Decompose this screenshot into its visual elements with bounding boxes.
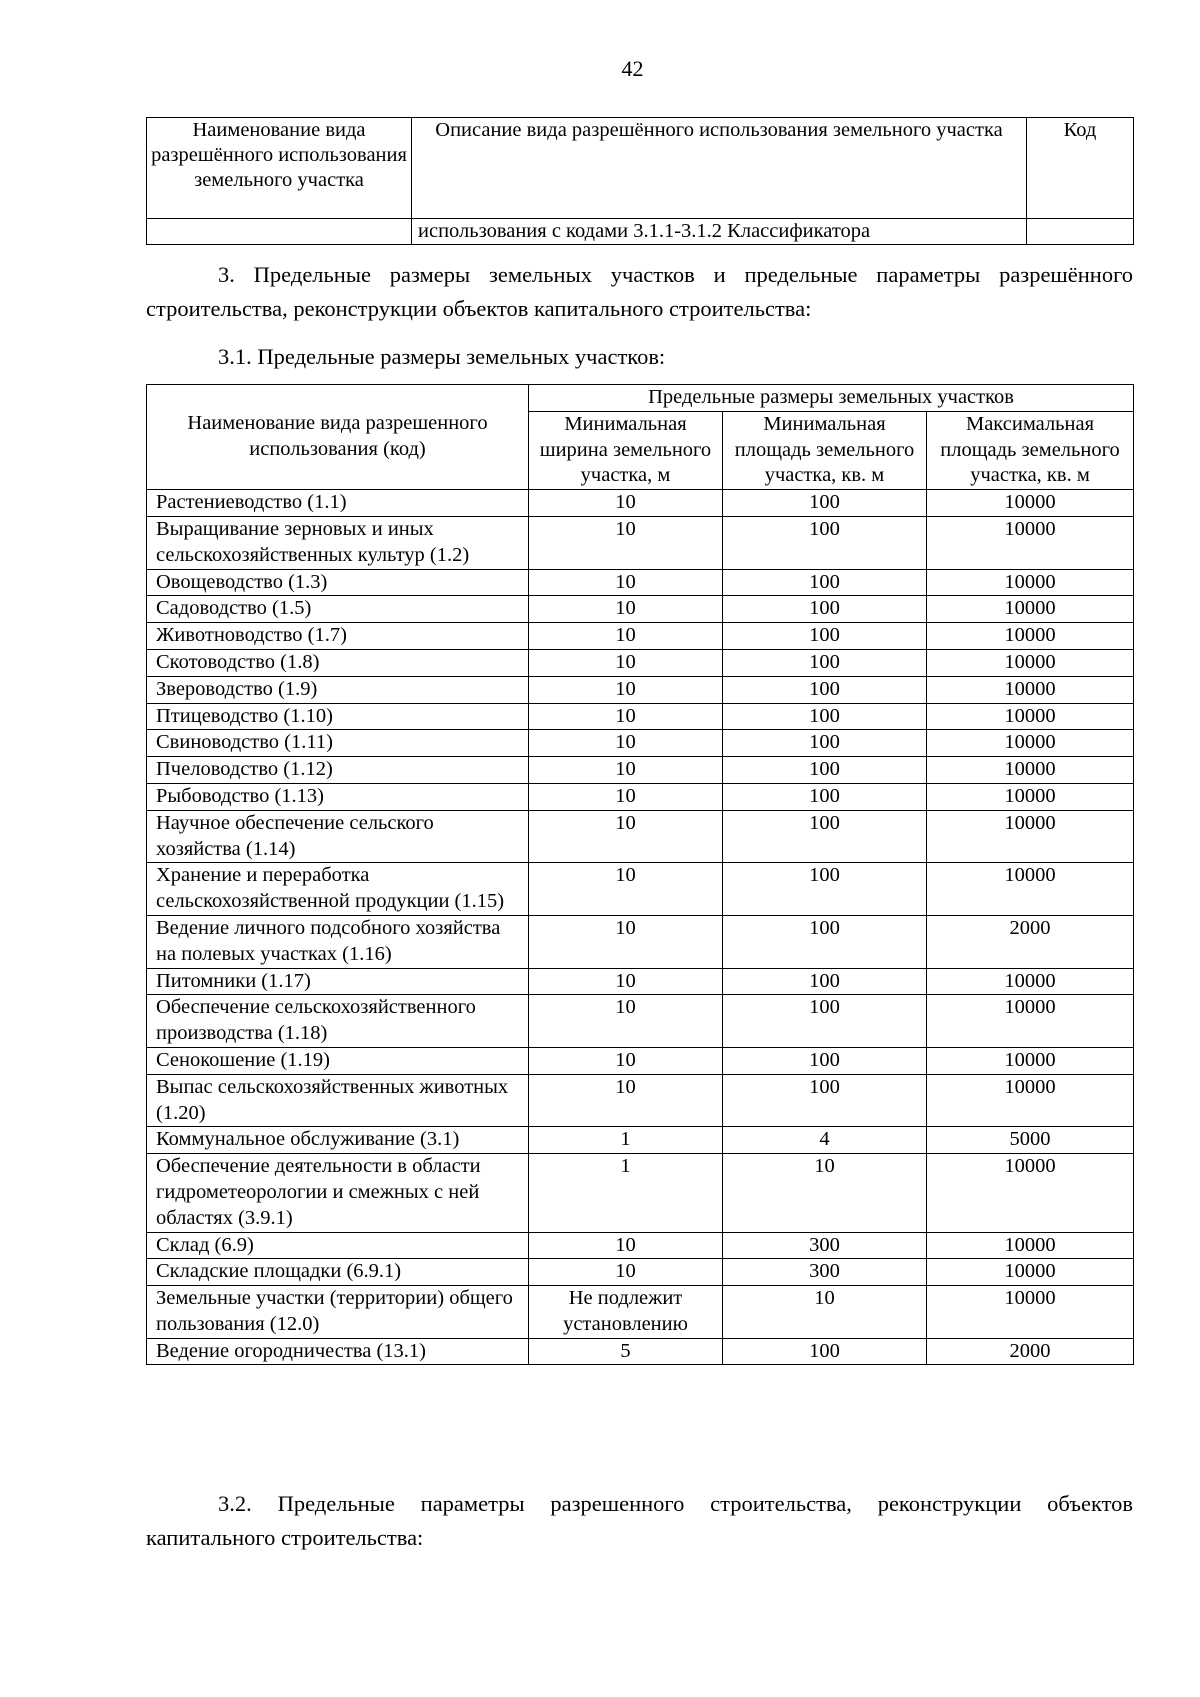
table-row [147, 968, 1134, 995]
cell-min-width: 10 [529, 810, 723, 863]
cell-use-type: Склад (6.9) [147, 1232, 529, 1259]
section-3-1-heading: 3.1. Предельные размеры земельных участков: [218, 344, 666, 369]
cell-max-area: 10000 [927, 1047, 1134, 1074]
section-3-2-paragraph: 3.2. Предельные параметры разрешенного строительства, реконструкции объектов капитального строительства: [146, 1491, 1133, 1550]
cell-max-area: 10000 [927, 649, 1134, 676]
table-row [147, 596, 1134, 623]
cell-use-type: Сенокошение (1.19) [147, 1047, 529, 1074]
header-size-limits: Предельные размеры земельных участков [529, 385, 1134, 412]
cell-min-area: 300 [723, 1259, 927, 1286]
cell-use-type: Садоводство (1.5) [147, 596, 529, 623]
cell-min-width: 10 [529, 783, 723, 810]
cell-max-area: 10000 [927, 516, 1134, 569]
cell-min-width: 10 [529, 516, 723, 569]
cell-min-width: Не подлежит установлению [529, 1286, 723, 1339]
cell-max-area: 10000 [927, 490, 1134, 517]
table-row [147, 1286, 1134, 1339]
cell-min-width: 10 [529, 703, 723, 730]
cell-use-type: Растениеводство (1.1) [147, 490, 529, 517]
cell-min-width: 10 [529, 915, 723, 968]
cell-max-area: 10000 [927, 810, 1134, 863]
cell-use-type: Ведение огородничества (13.1) [147, 1338, 529, 1365]
cell-use-type: Складские площадки (6.9.1) [147, 1259, 529, 1286]
cell-min-width: 10 [529, 968, 723, 995]
cell-use-type: Ведение личного подсобного хозяйства на полевых участках (1.16) [147, 915, 529, 968]
cell-code [1027, 219, 1134, 245]
cell-max-area: 10000 [927, 995, 1134, 1048]
cell-min-area: 100 [723, 783, 927, 810]
cell-min-width: 10 [529, 569, 723, 596]
cell-min-area: 300 [723, 1232, 927, 1259]
cell-use-type: Пчеловодство (1.12) [147, 757, 529, 784]
cell-min-width: 10 [529, 649, 723, 676]
table-row [147, 1047, 1134, 1074]
cell-max-area: 10000 [927, 1259, 1134, 1286]
cell-max-area: 10000 [927, 757, 1134, 784]
cell-min-area: 100 [723, 569, 927, 596]
cell-use-type: Хранение и переработка сельскохозяйственной продукции (1.15) [147, 863, 529, 916]
table-row [147, 810, 1134, 863]
cell-max-area: 10000 [927, 730, 1134, 757]
cell-max-area: 5000 [927, 1127, 1134, 1154]
cell-use-type: Скотоводство (1.8) [147, 649, 529, 676]
cell-use-type: Птицеводство (1.10) [147, 703, 529, 730]
cell-use-type: Научное обеспечение сельского хозяйства (1.14) [147, 810, 529, 863]
cell-min-width: 1 [529, 1127, 723, 1154]
cell-min-width: 10 [529, 623, 723, 650]
cell-min-area: 100 [723, 915, 927, 968]
cell-min-area: 4 [723, 1127, 927, 1154]
cell-min-width: 10 [529, 596, 723, 623]
cell-min-width: 5 [529, 1338, 723, 1365]
cell-max-area: 10000 [927, 968, 1134, 995]
table-row [147, 676, 1134, 703]
header-min-width: Минимальная ширина земельного участка, м [529, 411, 723, 489]
cell-min-area: 100 [723, 1338, 927, 1365]
cell-max-area: 10000 [927, 1154, 1134, 1232]
table-row [147, 649, 1134, 676]
table-row [147, 1154, 1134, 1232]
cell-min-area: 100 [723, 968, 927, 995]
land-plot-size-table [146, 384, 1134, 1365]
cell-use-type: Обеспечение деятельности в области гидрометеорологии и смежных с ней областях (3.9.1) [147, 1154, 529, 1232]
cell-min-width: 10 [529, 1259, 723, 1286]
table-row [147, 623, 1134, 650]
cell-min-area: 10 [723, 1286, 927, 1339]
cell-max-area: 10000 [927, 703, 1134, 730]
table-row [147, 783, 1134, 810]
cell-use-type: Коммунальное обслуживание (3.1) [147, 1127, 529, 1154]
cell-min-width: 10 [529, 1074, 723, 1127]
cell-min-area: 100 [723, 863, 927, 916]
cell-min-area: 100 [723, 596, 927, 623]
cell-min-area: 100 [723, 516, 927, 569]
cell-use-type: Выпас сельскохозяйственных животных (1.20) [147, 1074, 529, 1127]
table-row [147, 1074, 1134, 1127]
cell-max-area: 10000 [927, 1074, 1134, 1127]
table-body [147, 490, 1134, 1365]
table-row [147, 1259, 1134, 1286]
cell-min-area: 100 [723, 757, 927, 784]
cell-use-type: Животноводство (1.7) [147, 623, 529, 650]
cell-max-area: 10000 [927, 676, 1134, 703]
cell-max-area: 10000 [927, 569, 1134, 596]
cell-use-type: Звероводство (1.9) [147, 676, 529, 703]
cell-max-area: 2000 [927, 915, 1134, 968]
cell-min-width: 10 [529, 1047, 723, 1074]
header-code: Код [1027, 118, 1134, 219]
cell-min-width: 10 [529, 730, 723, 757]
cell-max-area: 2000 [927, 1338, 1134, 1365]
table-row [147, 1127, 1134, 1154]
cell-min-area: 100 [723, 1074, 927, 1127]
cell-max-area: 10000 [927, 863, 1134, 916]
table-header-row [147, 385, 1134, 412]
cell-use-type: Рыбоводство (1.13) [147, 783, 529, 810]
cell-max-area: 10000 [927, 1232, 1134, 1259]
cell-min-area: 100 [723, 730, 927, 757]
table-row [147, 1338, 1134, 1365]
cell-min-area: 10 [723, 1154, 927, 1232]
cell-min-area: 100 [723, 490, 927, 517]
table-row [147, 569, 1134, 596]
cell-min-area: 100 [723, 1047, 927, 1074]
cell-max-area: 10000 [927, 623, 1134, 650]
table-row [147, 516, 1134, 569]
cell-use-type: Обеспечение сельскохозяйственного производства (1.18) [147, 995, 529, 1048]
table-header-row [147, 118, 1134, 219]
table-row [147, 490, 1134, 517]
section-3-paragraph: 3. Предельные размеры земельных участков и предельные параметры разрешённого строительства, реконструкции объектов капитального строительства: [146, 262, 1133, 321]
cell-min-area: 100 [723, 703, 927, 730]
cell-min-area: 100 [723, 810, 927, 863]
cell-min-width: 10 [529, 995, 723, 1048]
cell-use-type: Свиноводство (1.11) [147, 730, 529, 757]
cell-use-type: Выращивание зерновых и иных сельскохозяйственных культур (1.2) [147, 516, 529, 569]
table-row [147, 703, 1134, 730]
cell-min-area: 100 [723, 676, 927, 703]
cell-use-type: Овощеводство (1.3) [147, 569, 529, 596]
cell-min-area: 100 [723, 649, 927, 676]
cell-min-width: 10 [529, 676, 723, 703]
cell-min-width: 10 [529, 1232, 723, 1259]
table-row [147, 219, 1134, 245]
table-row [147, 757, 1134, 784]
page-number: 42 [621, 56, 644, 81]
header-use-type: Наименование вида разрешенного использования (код) [147, 385, 529, 490]
cell-max-area: 10000 [927, 1286, 1134, 1339]
header-use-description: Описание вида разрешённого использования земельного участка [412, 118, 1027, 219]
table-row [147, 1232, 1134, 1259]
cell-min-width: 10 [529, 490, 723, 517]
cell-min-area: 100 [723, 995, 927, 1048]
permitted-use-table [146, 117, 1134, 245]
cell-min-area: 100 [723, 623, 927, 650]
cell-min-width: 10 [529, 757, 723, 784]
table-row [147, 995, 1134, 1048]
header-use-name: Наименование вида разрешённого использования земельного участка [147, 118, 412, 219]
header-max-area: Максимальная площадь земельного участка, кв. м [927, 411, 1134, 489]
table-row [147, 863, 1134, 916]
header-min-area: Минимальная площадь земельного участка, кв. м [723, 411, 927, 489]
cell-max-area: 10000 [927, 596, 1134, 623]
cell-use-name [147, 219, 412, 245]
cell-min-width: 10 [529, 863, 723, 916]
cell-use-type: Питомники (1.17) [147, 968, 529, 995]
cell-min-width: 1 [529, 1154, 723, 1232]
table-row [147, 915, 1134, 968]
cell-use-description: использования с кодами 3.1.1-3.1.2 Классификатора [412, 219, 1027, 245]
cell-use-type: Земельные участки (территории) общего пользования (12.0) [147, 1286, 529, 1339]
cell-max-area: 10000 [927, 783, 1134, 810]
table-row [147, 730, 1134, 757]
